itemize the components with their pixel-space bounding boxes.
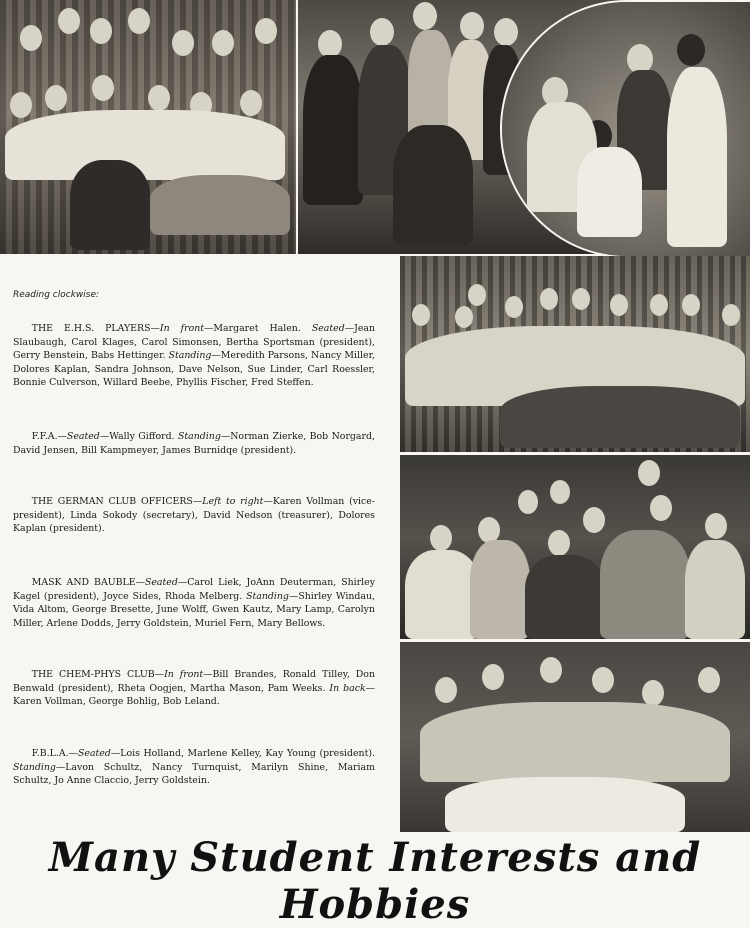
caption-mask-and-bauble — [13, 576, 375, 630]
caption-title: F.F.A. — [31, 431, 58, 442]
photo-german-club — [500, 0, 750, 258]
caption-names: — — [57, 431, 67, 442]
caption-names: —Karen Vollman (vice-president), Linda Sokody (secretary), David Nedson (treasurer), Dolores Kaplan (president). — [13, 496, 375, 534]
caption-title: MASK AND BAUBLE — [31, 577, 136, 588]
caption-position-label: Seated — [77, 748, 111, 759]
caption-position-label: Seated — [311, 323, 345, 334]
photo-mask-and-bauble — [400, 256, 750, 452]
students-group-figures — [0, 0, 296, 254]
caption-position-label: Seated — [144, 577, 178, 588]
fbla-members-figures — [400, 642, 750, 832]
caption-ffa — [13, 430, 375, 457]
caption-position-label: In back — [329, 682, 366, 694]
page-title: Many Student Interests and Hobbies — [48, 834, 702, 928]
caption-position-label: Standing — [168, 350, 212, 361]
caption-names: —Margaret Halen. — [204, 323, 312, 334]
caption-chem-phys-club — [13, 668, 375, 709]
caption-names: — — [68, 748, 78, 759]
caption-title: THE CHEM-PHYS CLUB — [31, 669, 155, 680]
caption-position-label: Standing — [13, 761, 56, 773]
caption-position-label: In front — [159, 323, 205, 334]
caption-position-label: Left to right — [202, 496, 264, 507]
caption-names: —Lois Holland, Marlene Kelley, Kay Young (president). — [110, 748, 375, 759]
caption-position-label: Seated — [66, 431, 100, 442]
caption-names: —Wally Gifford. — [99, 431, 178, 442]
caption-ehs-players — [13, 322, 375, 390]
caption-position-label: In front — [164, 669, 204, 680]
caption-title: THE E.H.S. PLAYERS — [31, 323, 151, 334]
caption-names: — — [192, 496, 203, 507]
caption-names: —Lavon Schultz, Nancy Turnquist, Marilyn Shine, Mariam Schultz, Jo Anne Claccio, Jerry Goldstein. — [13, 761, 375, 786]
caption-names: —Jean Slaubaugh, Carol Klages, Carol Simonsen, Bertha Sportsman (president), Gerry Benstein, Babs Hettinger. — [13, 323, 376, 361]
caption-title: THE GERMAN CLUB OFFICERS — [31, 496, 193, 507]
reading-order-label: Reading clockwise: — [13, 290, 100, 300]
caption-title: F.B.L.A. — [31, 748, 69, 759]
caption-position-label: Standing — [246, 590, 289, 602]
caption-german-club — [13, 495, 375, 536]
german-club-officers-figures — [502, 2, 750, 256]
caption-names: —Shirley Windau, Vida Altom, George Bresette, June Wolff, Gwen Kautz, Mary Lamp, Carolyn Miller, Arlene Dodds, Jerry Goldstein, Muriel Fern, Mary Bellows. — [13, 590, 375, 629]
photo-ehs-players — [0, 0, 296, 254]
mask-and-bauble-figures — [400, 256, 750, 452]
caption-names: — — [135, 577, 145, 588]
photo-chem-phys-club — [400, 455, 750, 639]
caption-names: —Meredith Parsons, Nancy Miller, Dolores Kaplan, Sandra Johnson, Dave Nelson, Sue Linder, Carl Roessler, Bonnie Culverson, Willard Beebe, Phyllis Fischer, Fred Steffen. — [13, 350, 375, 388]
caption-names: — — [150, 323, 160, 334]
caption-names: —Norman Zierke, Bob Norgard, David Jensen, Bill Kampmeyer, James Burnidqe (president). — [13, 431, 375, 456]
caption-fbla — [13, 747, 375, 788]
caption-names: —Bill Brandes, Ronald Tilley, Don Benwald (president), Rheta Oogjen, Martha Mason, Pam Weeks. — [13, 669, 375, 694]
caption-position-label: Standing — [177, 431, 221, 442]
caption-names: —Carol Liek, JoAnn Deuterman, Shirley Kagel (president), Joyce Sides, Rhoda Melberg. — [13, 577, 376, 602]
photo-fbla — [400, 642, 750, 832]
caption-names: —Karen Vollman, George Bohlig, Bob Leland. — [13, 682, 375, 707]
chem-phys-club-figures — [400, 455, 750, 639]
caption-names: — — [154, 669, 165, 680]
